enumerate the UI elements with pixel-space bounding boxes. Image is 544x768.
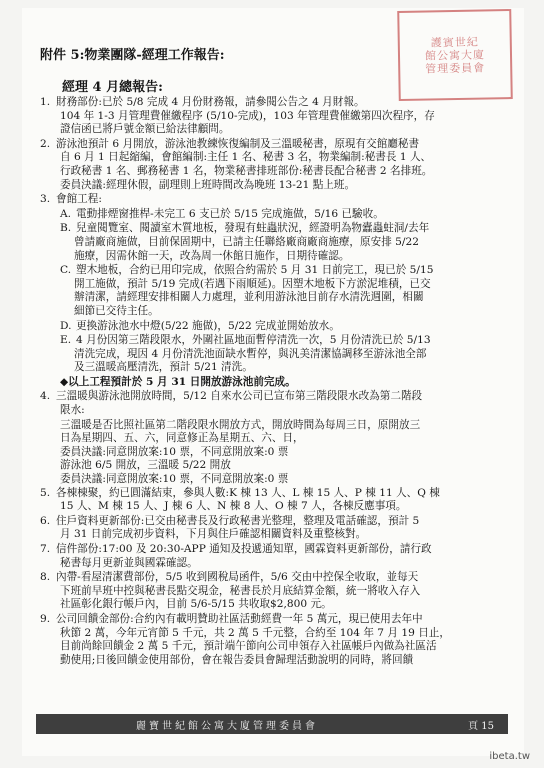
list-item bbox=[40, 543, 500, 570]
item-text: 內帶-看屋清潔費部份，5/5 收到國稅局函件，5/6 交由中控保全收取，並每天 bbox=[56, 571, 419, 584]
highlight-note: ◆以上工程預計於 5 月 31 日開放游泳池前完成。 bbox=[60, 375, 296, 388]
sub-item-line bbox=[40, 278, 500, 292]
sub-item-text: 開工施做，預計 5/19 完成(若遇下雨順延)。因塑木地板下方淤泥堆積，已交 bbox=[74, 277, 431, 290]
item-text: 財務部份:已於 5/8 完成 4 月份財務報，請參閱公告之 4 月財報。 bbox=[56, 96, 365, 108]
sub-item-line bbox=[40, 236, 500, 250]
item-line bbox=[40, 500, 500, 514]
item-line bbox=[40, 193, 500, 207]
item-line bbox=[40, 515, 500, 529]
sub-item-text: 電動排煙窗推桿-未完工 6 支已於 5/15 完成施做，5/16 已驗收。 bbox=[76, 207, 384, 220]
item-number: 5. bbox=[40, 486, 51, 499]
item-text: 信件部份:17:00 及 20:30-APP 通知及投遞通知單，國霖資料更新部份，請行政 bbox=[56, 543, 432, 555]
footer-organization: 麗寶世紀館公寓大廈管理委員會 bbox=[136, 720, 318, 732]
item-text: 證信函已將戶號金額已給法律顧問。 bbox=[60, 123, 230, 136]
item-line bbox=[40, 165, 500, 179]
sub-item-line bbox=[40, 320, 500, 334]
item-line bbox=[40, 571, 500, 585]
item-number: 2. bbox=[40, 137, 51, 150]
item-text: 下班前早班中控與秘書長點交現金，秘書長於月底結算金額，統一將收入存入 bbox=[60, 584, 421, 597]
sub-item-label: D. bbox=[60, 319, 72, 332]
sub-item bbox=[40, 222, 500, 263]
report-subtitle: 經理 4 月總報告: bbox=[62, 80, 163, 95]
sub-item-label: A. bbox=[60, 207, 72, 220]
page-number: 頁 15 bbox=[468, 720, 494, 732]
detail-line: 日為星期四、五、六，同意修正為星期五、六、日， bbox=[60, 432, 304, 445]
sub-item-line bbox=[40, 348, 500, 362]
item-text: 目前尚餘回饋金 2 萬 5 千元，預計端午節向公司申領存入社區帳戶內做為社區活 bbox=[60, 640, 437, 653]
committee-seal-stamp bbox=[397, 9, 513, 101]
item-line bbox=[40, 179, 500, 193]
item-text: 動使用;日後回饋金使用部份，會在報告委員會歸理活動說明的同時，將回饋 bbox=[60, 653, 414, 666]
list-item bbox=[40, 138, 500, 192]
item-text: 公司回饋金部份:合約內有載明贊助社區活動經費一年 5 萬元，現已使用去年中 bbox=[56, 612, 423, 625]
item-line bbox=[40, 110, 500, 124]
report-body bbox=[40, 96, 500, 668]
item-line bbox=[40, 627, 500, 641]
item-text: 月 31 日前完成初步資料，下月與住戶確認相關資料及重整核對。 bbox=[60, 528, 367, 541]
item-text: 各棟棟聚，約已圓滿結束，參與人數:K 棟 13 人、L 棟 15 人、P 棟 11 人、Q 棟 bbox=[56, 486, 440, 499]
sub-item-line bbox=[40, 250, 500, 264]
item-text: 15 人、M 棟 15 人、J 棟 6 人、N 棟 8 人、O 棟 7 人，各棟反應事項。 bbox=[60, 500, 407, 513]
sub-item-line bbox=[40, 334, 500, 348]
sub-item-text: 及三溫暖高壓清洗，預計 5/21 清洗。 bbox=[74, 361, 253, 374]
sub-item-label: C. bbox=[60, 264, 72, 277]
item-line bbox=[40, 123, 500, 137]
sub-item-label: B. bbox=[60, 222, 72, 235]
item-number: 7. bbox=[40, 543, 51, 555]
item-line bbox=[40, 528, 500, 542]
sub-item-label: E. bbox=[60, 334, 72, 347]
sub-item-text: 兒童閱覽室、閱讀室木質地板，發現有蛀蟲狀況，經證明為物蠹蟲蛀洞/去年 bbox=[76, 222, 430, 235]
sub-item-line bbox=[40, 222, 500, 236]
stamp-line: 館公寓大廈 bbox=[424, 47, 486, 63]
item-text: 委員決議:經理休假，副理則上班時間改為晚班 13-21 點上班。 bbox=[60, 178, 356, 191]
item-text: 三溫暖與游泳池開放時間，5/12 自來水公司已宣布第三階段限水改為第二階段 bbox=[56, 390, 423, 403]
item-text: 限水: bbox=[60, 404, 85, 417]
sub-item bbox=[40, 264, 500, 318]
stamp-line: 管理委員會 bbox=[425, 60, 486, 76]
list-item bbox=[40, 193, 500, 207]
item-line bbox=[40, 598, 500, 612]
item-line bbox=[40, 543, 500, 557]
stamp-line: 護賓世紀 bbox=[430, 35, 479, 49]
sub-item-text: 施療，因需休館一天，改為周一休館日施作，日期待確認。 bbox=[74, 249, 350, 262]
detail-line: 三溫暖是否比照社區第二階段限水開放方式，開放時間為每周三日，原開放三 bbox=[60, 418, 421, 431]
sub-item-text: 4 月份因第三階段限水，外圍社區地面暫停清洗一次，5 月份清洗已於 5/13 bbox=[76, 334, 431, 347]
item-text: 會館工程: bbox=[56, 193, 102, 206]
page-footer bbox=[36, 714, 508, 734]
item-line bbox=[40, 487, 500, 501]
list-item bbox=[40, 487, 500, 514]
sub-item-line bbox=[40, 291, 500, 305]
attachment-title: 附件 5:物業團隊-經理工作報告: bbox=[40, 48, 225, 63]
item-number: 8. bbox=[40, 571, 51, 584]
sub-item-text: 曾請廠商施做，目前保固期中，已請主任聯絡廠商廠商施療，原安排 5/22 bbox=[74, 235, 419, 248]
list-item bbox=[40, 613, 500, 667]
item-line bbox=[40, 151, 500, 165]
item-text: 自 6 月 1 日起縮編，會館編制:主任 1 名、秘書 3 名，物業編制:秘書長 1 人、 bbox=[60, 151, 432, 164]
sub-item-line bbox=[40, 264, 500, 278]
item-line bbox=[40, 138, 500, 152]
sub-item bbox=[40, 320, 500, 334]
sub-item-text: 塑木地板，合約已用印完成，依照合約需於 5 月 31 日前完工，現已於 5/15 bbox=[76, 264, 434, 277]
item-line bbox=[40, 613, 500, 627]
item-line bbox=[40, 390, 500, 404]
item-text: 社區彰化銀行帳戶內，目前 5/6-5/15 共收取$2,800 元。 bbox=[60, 598, 332, 611]
detail-line: 委員決議:同意開放案:10 票，不同意開放案:0 票 bbox=[60, 473, 289, 486]
item-text: 秘書每月更新並與國霖確認。 bbox=[60, 556, 198, 569]
item-line bbox=[40, 404, 500, 418]
sub-item-text: 辦清潔，請經理安排相關人力處理，並利用游泳池目前存水清洗週圍，相關 bbox=[74, 291, 424, 304]
site-watermark: ibeta.tw bbox=[489, 751, 530, 762]
list-item bbox=[40, 96, 500, 137]
sub-item-line bbox=[40, 361, 500, 375]
list-item bbox=[40, 515, 500, 542]
item-text: 行政秘書 1 名、郵務秘書 1 名，物業秘書排班部份:秘書長配合秘書 2 名排班。 bbox=[60, 164, 433, 177]
sub-item-text: 細節已交待主任。 bbox=[74, 304, 159, 317]
item-line bbox=[40, 640, 500, 654]
item-text: 游泳池預計 6 月開放，游泳池教練恢復編制及三溫暖秘書，原現有交館廳秘書 bbox=[56, 137, 420, 150]
item-line bbox=[40, 557, 500, 571]
item-number: 9. bbox=[40, 612, 51, 625]
sub-item-line bbox=[40, 305, 500, 319]
detail-line: 游泳池 6/5 開放，三溫暖 5/22 開放 bbox=[60, 459, 231, 472]
item-number: 6. bbox=[40, 514, 51, 527]
item-text: 住戶資料更新部份:已交由秘書長及行政秘書光整理，整理及電話確認，預計 5 bbox=[56, 514, 420, 527]
list-item bbox=[40, 571, 500, 612]
sub-item bbox=[40, 334, 500, 375]
sub-item-text: 更換游泳池水中燈(5/22 施做)，5/22 完成並開始放水。 bbox=[76, 319, 340, 332]
item-line bbox=[40, 585, 500, 599]
sub-item bbox=[40, 208, 500, 222]
item-text: 秋節 2 萬，今年元宵節 5 千元，共 2 萬 5 千元整，合約至 104 年 7 月 19 日止， bbox=[60, 626, 450, 639]
item-number: 1. bbox=[40, 96, 51, 108]
item-number: 3. bbox=[40, 193, 51, 206]
sub-item-line bbox=[40, 208, 500, 222]
list-item bbox=[40, 390, 500, 417]
sub-item-text: 清洗完成，現因 4 月份清洗池面缺水暫停，與汎美清潔協調移至游泳池全部 bbox=[74, 347, 427, 360]
item-line bbox=[40, 654, 500, 668]
item-line bbox=[40, 96, 500, 110]
item-number: 4. bbox=[40, 390, 51, 403]
detail-line: 委員決議:同意開放案:10 票，不同意開放案:0 票 bbox=[60, 445, 289, 458]
item-text: 104 年 1-3 月管理費催繳程序 (5/10-完成)，103 年管理費催繳第四次程序，存 bbox=[60, 109, 435, 122]
